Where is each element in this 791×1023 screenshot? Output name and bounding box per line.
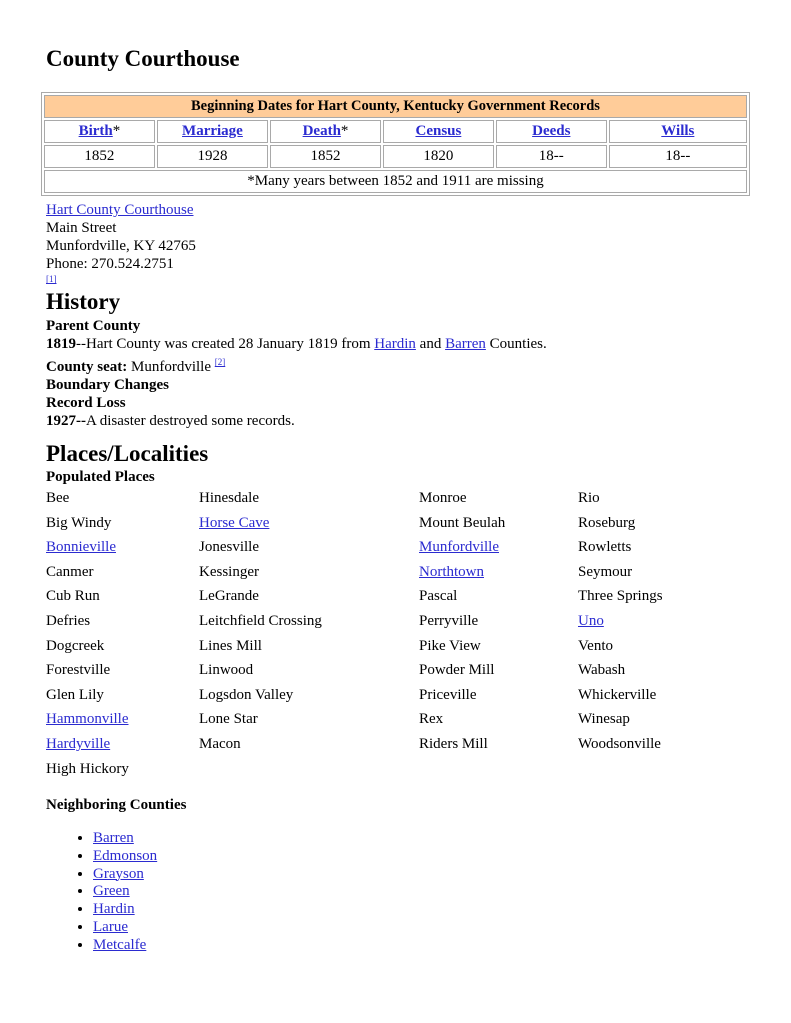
place-item: [199, 584, 322, 609]
place-name: Glen Lily: [46, 686, 104, 703]
place-item: [199, 535, 322, 560]
place-name: Pike View: [419, 637, 481, 654]
place-name: Woodsonville: [578, 735, 661, 752]
neighboring-counties-heading: Neighboring Counties: [46, 797, 187, 813]
place-item: [46, 560, 129, 585]
records-table: [41, 92, 750, 196]
neighbor-county-link[interactable]: Metcalfe: [93, 936, 147, 953]
neighbor-county-link[interactable]: Hardin: [93, 901, 135, 918]
place-item[interactable]: [199, 511, 322, 536]
place-item: [578, 707, 663, 732]
place-item: [46, 683, 129, 708]
place-name: Kessinger: [199, 563, 259, 580]
place-name: Jonesville: [199, 539, 259, 556]
place-item: [578, 560, 663, 585]
place-item: [578, 683, 663, 708]
census-link[interactable]: Census: [415, 123, 462, 139]
place-item: [419, 683, 505, 708]
places-column-3: [419, 486, 505, 757]
place-name: Leitchfield Crossing: [199, 612, 322, 629]
place-item: [419, 732, 505, 757]
place-name: Wabash: [578, 662, 626, 679]
records-table-columns-row: [44, 120, 747, 143]
place-item[interactable]: [46, 707, 129, 732]
year-census: 1820: [383, 145, 494, 168]
place-name: Riders Mill: [419, 735, 488, 752]
place-name: Winesap: [578, 711, 630, 728]
place-item: [578, 658, 663, 683]
column-census: [383, 120, 494, 143]
place-item: [578, 584, 663, 609]
place-name: Mount Beulah: [419, 514, 506, 531]
place-name: Perryville: [419, 612, 479, 629]
neighbor-county-link[interactable]: Larue: [93, 918, 128, 935]
list-item: [93, 901, 157, 919]
year-wills: 18--: [609, 145, 747, 168]
place-item: [199, 560, 322, 585]
reference-link-2[interactable]: [2]: [214, 357, 226, 367]
place-item[interactable]: [578, 609, 663, 634]
page-title: County Courthouse: [46, 46, 240, 71]
place-name: Pascal: [419, 588, 458, 605]
populated-places-label: Populated Places: [46, 469, 155, 485]
place-link[interactable]: Horse Cave: [199, 514, 270, 531]
place-item: [578, 486, 663, 511]
neighbor-county-link[interactable]: Edmonson: [93, 847, 158, 864]
loss-text: A disaster destroyed some records.: [86, 413, 295, 429]
place-item: [419, 584, 505, 609]
place-item: [46, 511, 129, 536]
place-name: Logsdon Valley: [199, 686, 294, 703]
courthouse-street: Main Street: [46, 220, 117, 236]
place-name: Priceville: [419, 686, 477, 703]
place-name: Big Windy: [46, 514, 112, 531]
places-column-1: [46, 486, 129, 781]
history-heading: History: [46, 289, 121, 314]
list-item: [93, 937, 157, 955]
place-name: Powder Mill: [419, 662, 495, 679]
place-item: [46, 486, 129, 511]
year-deeds: 18--: [496, 145, 607, 168]
place-name: Dogcreek: [46, 637, 105, 654]
place-link[interactable]: Northtown: [419, 563, 484, 580]
place-item: [46, 584, 129, 609]
place-item: [419, 707, 505, 732]
place-item: [578, 634, 663, 659]
place-item: [578, 511, 663, 536]
place-name: Canmer: [46, 563, 94, 580]
death-link[interactable]: Death: [302, 123, 341, 139]
place-item: [419, 634, 505, 659]
place-name: Roseburg: [578, 514, 636, 531]
records-table-years-row: [44, 145, 747, 168]
place-name: Monroe: [419, 490, 467, 506]
year-marriage: 1928: [157, 145, 268, 168]
place-name: Rowletts: [578, 539, 632, 556]
place-item[interactable]: [46, 732, 129, 757]
place-name: Vento: [578, 637, 613, 654]
death-asterisk: *: [340, 123, 349, 139]
place-name: Seymour: [578, 563, 633, 580]
column-marriage: [157, 120, 268, 143]
place-item: [419, 486, 505, 511]
county-seat-value: Munfordville: [127, 359, 215, 375]
place-name: Rio: [578, 490, 600, 506]
year-death: 1852: [270, 145, 381, 168]
history-section: [46, 317, 547, 430]
list-item: [93, 830, 157, 848]
neighboring-counties-list: [46, 830, 157, 955]
list-item: [93, 919, 157, 937]
place-name: Lone Star: [199, 711, 258, 728]
place-item: [199, 634, 322, 659]
place-link[interactable]: Uno: [578, 612, 604, 629]
column-birth: [44, 120, 155, 143]
place-name: High Hickory: [46, 760, 129, 777]
column-deeds: [496, 120, 607, 143]
parent-county-label: Parent County: [46, 318, 141, 334]
column-wills: [609, 120, 747, 143]
place-item: [419, 658, 505, 683]
records-table-header: Beginning Dates for Hart County, Kentucky Government Records: [44, 95, 747, 118]
place-item: [419, 511, 505, 536]
place-link[interactable]: Munfordville: [419, 539, 499, 556]
list-item: [93, 866, 157, 884]
boundary-changes-label: Boundary Changes: [46, 377, 169, 393]
place-item: [419, 609, 505, 634]
list-item: [93, 883, 157, 901]
place-name: Lines Mill: [199, 637, 262, 654]
place-item: [46, 609, 129, 634]
record-loss-label: Record Loss: [46, 395, 126, 411]
loss-year: 1927--: [46, 413, 86, 429]
creation-year: 1819: [46, 336, 76, 352]
courthouse-link[interactable]: Hart County Courthouse: [46, 202, 194, 218]
records-table-footnote: *Many years between 1852 and 1911 are missing: [44, 170, 747, 193]
place-item: [46, 658, 129, 683]
place-name: Three Springs: [578, 588, 663, 605]
place-item: [578, 732, 663, 757]
courthouse-address: [46, 201, 196, 291]
places-column-4: [578, 486, 663, 757]
creation-text-1: --Hart County was created 28 January 1819 from: [76, 336, 375, 352]
place-item[interactable]: [46, 535, 129, 560]
list-item: [93, 848, 157, 866]
places-heading: Places/Localities: [46, 441, 209, 466]
barren-link[interactable]: Barren: [445, 336, 486, 352]
neighbor-county-link[interactable]: Barren: [93, 830, 134, 846]
place-link[interactable]: Hardyville: [46, 735, 111, 752]
birth-link[interactable]: Birth: [78, 123, 113, 139]
place-item[interactable]: [419, 560, 505, 585]
place-item: [199, 486, 322, 511]
column-death: [270, 120, 381, 143]
county-seat-label: County seat:: [46, 359, 128, 375]
place-name: Hinesdale: [199, 490, 259, 506]
place-item: [199, 732, 322, 757]
place-name: Linwood: [199, 662, 254, 679]
place-name: Bee: [46, 490, 70, 506]
place-item: [46, 634, 129, 659]
reference-link-1[interactable]: [1]: [46, 274, 57, 284]
neighbor-county-link[interactable]: Grayson: [93, 865, 144, 882]
hardin-link[interactable]: Hardin: [374, 336, 416, 352]
place-name: Defries: [46, 612, 91, 629]
place-link[interactable]: Hammonville: [46, 711, 129, 728]
place-name: Cub Run: [46, 588, 100, 605]
wills-link[interactable]: Wills: [661, 123, 695, 139]
place-item: [199, 707, 322, 732]
creation-text-3: Counties.: [485, 336, 547, 352]
deeds-link[interactable]: Deeds: [532, 123, 571, 139]
birth-asterisk: *: [112, 123, 121, 139]
place-item: [199, 683, 322, 708]
place-item: [199, 609, 322, 634]
place-name: Rex: [419, 711, 444, 728]
neighbor-county-link[interactable]: Green: [93, 883, 130, 900]
place-name: Whickerville: [578, 686, 657, 703]
place-item[interactable]: [419, 535, 505, 560]
place-link[interactable]: Bonnieville: [46, 539, 116, 556]
marriage-link[interactable]: Marriage: [182, 123, 243, 139]
place-item: [578, 535, 663, 560]
place-name: Forestville: [46, 662, 111, 679]
courthouse-phone: Phone: 270.524.2751: [46, 256, 174, 272]
places-column-2: [199, 486, 322, 757]
place-name: LeGrande: [199, 588, 259, 605]
place-item: [199, 658, 322, 683]
creation-text-2: and: [415, 336, 446, 352]
year-birth: 1852: [44, 145, 155, 168]
place-item: [46, 757, 129, 782]
place-name: Macon: [199, 735, 241, 752]
courthouse-city: Munfordville, KY 42765: [46, 238, 196, 254]
